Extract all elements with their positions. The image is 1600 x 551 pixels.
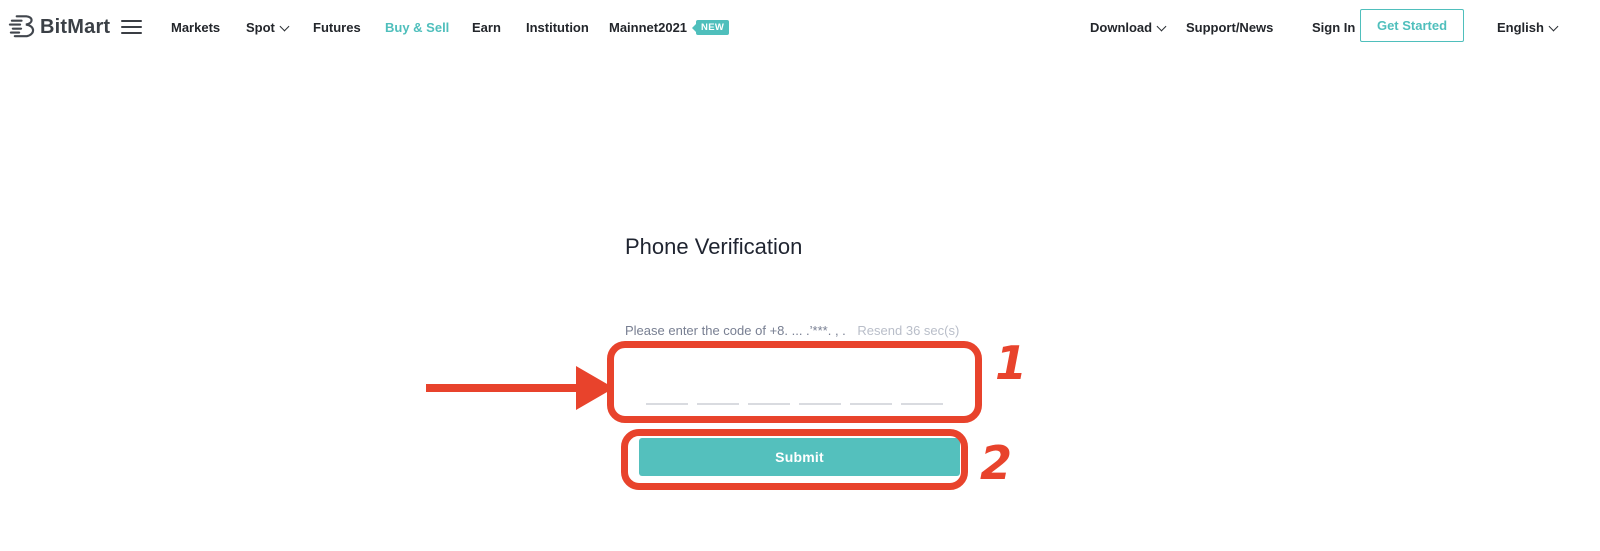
code-digit-slot: [799, 403, 841, 405]
submit-button[interactable]: Submit: [639, 438, 960, 476]
chevron-down-icon: [279, 22, 289, 32]
masked-phone-number: +8. ... .’***. , .: [769, 323, 846, 338]
code-digit-slot: [901, 403, 943, 405]
new-badge: NEW: [696, 20, 729, 35]
nav-item-futures[interactable]: Futures: [313, 20, 361, 35]
code-digit-slot: [646, 403, 688, 405]
hint-text: Please enter the code of: [625, 323, 766, 338]
nav-item-earn[interactable]: Earn: [472, 20, 501, 35]
chevron-down-icon: [1157, 22, 1167, 32]
code-digit-slot: [850, 403, 892, 405]
annotation-step-2: 2: [980, 436, 1013, 490]
get-started-button[interactable]: Get Started: [1360, 9, 1464, 42]
nav-item-buy-sell[interactable]: Buy & Sell: [385, 20, 450, 35]
hamburger-menu-icon[interactable]: [121, 20, 142, 34]
code-digit-slot: [748, 403, 790, 405]
page-title: Phone Verification: [625, 234, 803, 259]
chevron-down-icon: [1549, 22, 1559, 32]
nav-item-markets[interactable]: Markets: [171, 20, 221, 35]
code-digit-slot: [697, 403, 739, 405]
verification-hint: [625, 323, 959, 338]
language-selector[interactable]: English: [1497, 20, 1557, 35]
nav-item-spot[interactable]: Spot: [246, 20, 288, 35]
top-navbar: [0, 0, 1600, 55]
nav-item-support-news[interactable]: Support/News: [1186, 20, 1274, 35]
verification-code-input[interactable]: [616, 350, 973, 414]
nav-item-institution[interactable]: Institution: [526, 20, 589, 35]
bitmart-logo-text: BitMart: [40, 15, 111, 38]
nav-item-download[interactable]: Download: [1090, 20, 1165, 35]
nav-item-mainnet2021[interactable]: Mainnet2021 NEW: [609, 20, 729, 35]
bitmart-logo-icon: [8, 13, 37, 41]
annotation-step-1: 1: [995, 336, 1028, 390]
annotation-arrow-icon: [424, 365, 614, 411]
sign-in-link[interactable]: Sign In: [1312, 20, 1356, 35]
bitmart-logo[interactable]: [8, 13, 110, 41]
resend-countdown[interactable]: Resend 36 sec(s): [857, 323, 960, 338]
